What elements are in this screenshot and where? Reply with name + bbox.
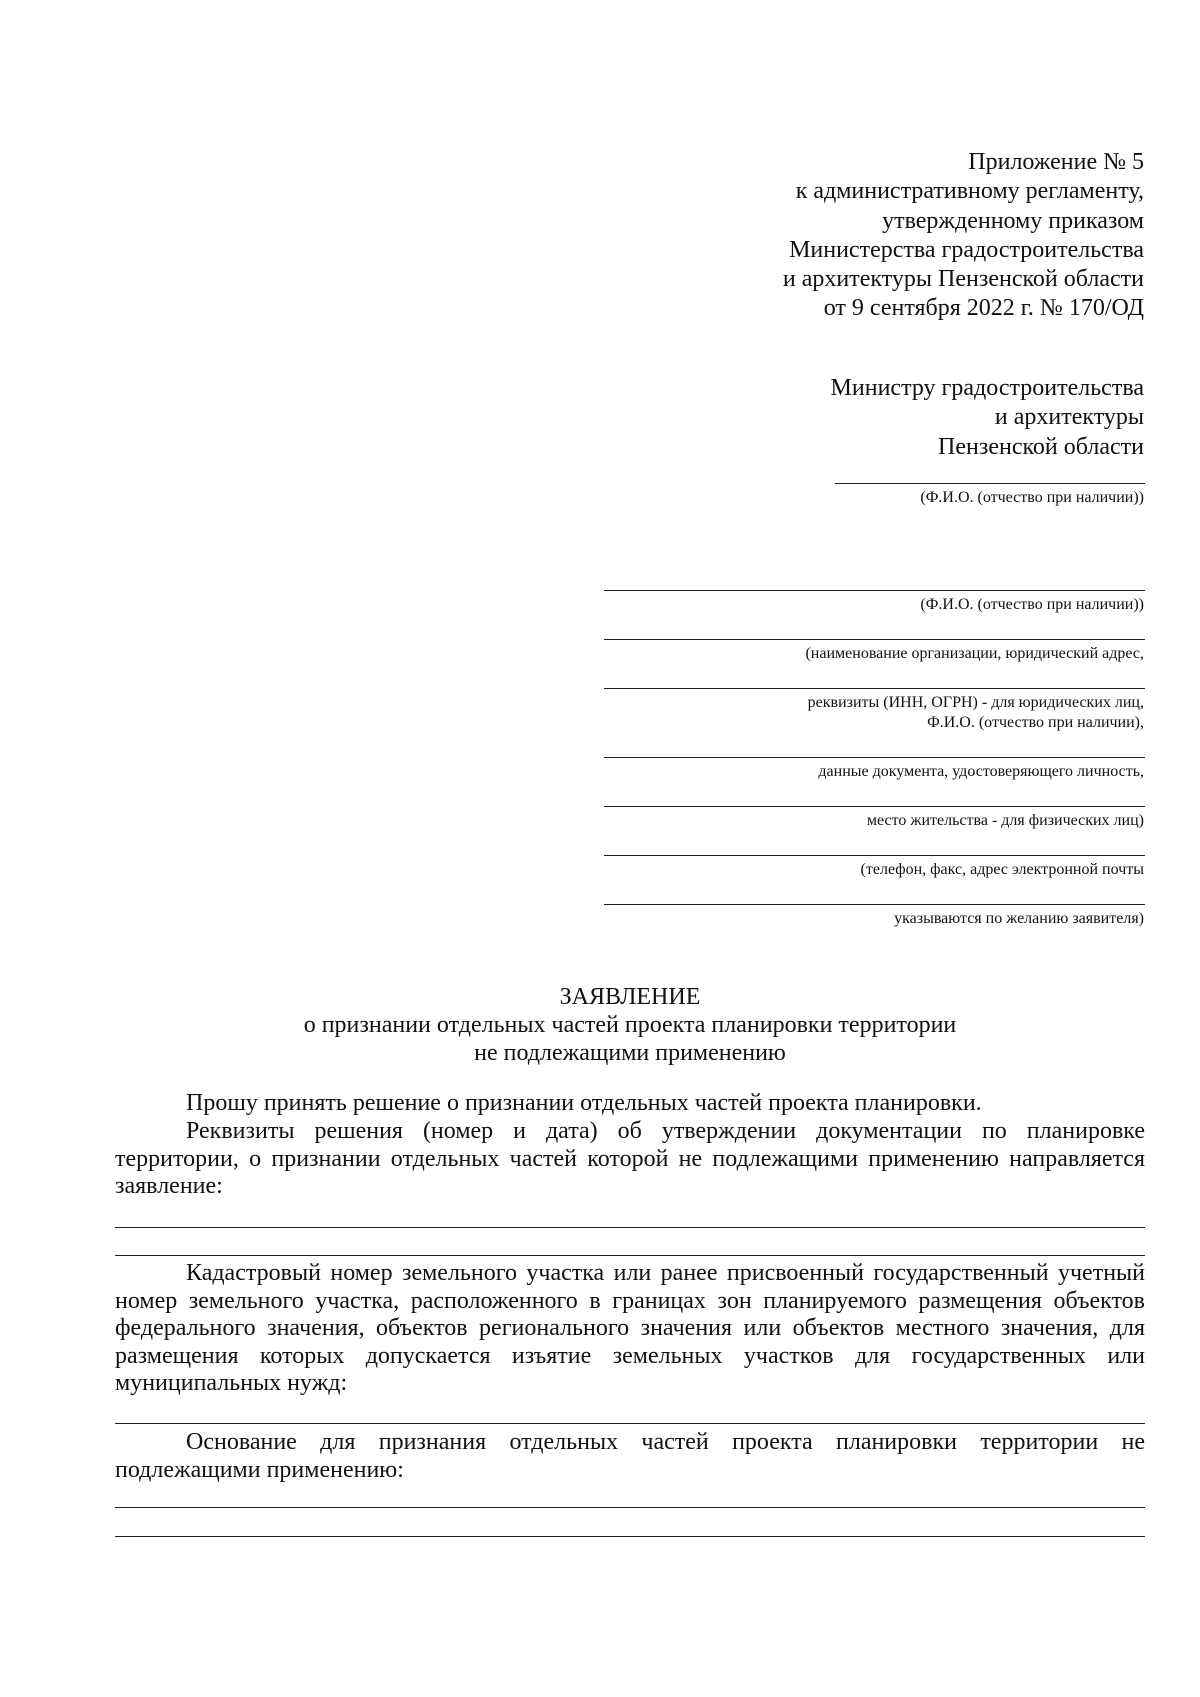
applicant-line-4 [604,757,1145,758]
applicant-line-2 [604,639,1145,640]
appendix-line-4: Министерства градостроительства [789,236,1144,263]
applicant-caption-2: (наименование организации, юридический адрес, [805,645,1144,662]
addressee-line-3: Пензенской области [938,433,1144,460]
applicant-line-6 [604,855,1145,856]
paragraph-requisites [115,1118,1145,1201]
appendix-line-6: от 9 сентября 2022 г. № 170/ОД [823,295,1144,322]
paragraph-request-text: Прошу принять решение о признании отдельных частей проекта планировки. [186,1090,982,1116]
applicant-caption-3: реквизиты (ИНН, ОГРН) - для юридических лиц, [807,694,1144,711]
applicant-caption-6: место жительства - для физических лиц) [866,812,1144,829]
paragraph-requisites-text: Реквизиты решения (номер и дата) об утверждении документации по планировке территории, о признании отдельных частей которой не подлежащими применению направляется заявление: [115,1118,1145,1199]
appendix-line-5: и архитектуры Пензенской области [782,266,1144,293]
minister-name-line [835,483,1145,484]
addressee-line-2: и архитектуры [994,404,1144,431]
applicant-caption-1: (Ф.И.О. (отчество при наличии)) [920,596,1144,613]
basis-fill-line-1 [115,1507,1145,1508]
paragraph-cadastral-text: Кадастровый номер земельного участка или ранее присвоенный государственный учетный номер земельного участка, расположенного в границах зон планируемого размещения объектов федерального значения, объектов регионального значения или объектов местного значения, для размещения которых допускается изъятие земельных участков для государственных или муниципальных нужд: [115,1260,1145,1396]
requisites-fill-line-2 [115,1255,1145,1256]
paragraph-basis [115,1429,1145,1484]
appendix-line-1: Приложение № 5 [968,149,1144,175]
appendix-line-3: утвержденному приказом [882,207,1144,234]
applicant-caption-4: Ф.И.О. (отчество при наличии), [927,714,1144,731]
applicant-line-1 [604,590,1145,591]
requisites-fill-line-1 [115,1227,1145,1228]
paragraph-cadastral [115,1260,1145,1398]
paragraph-basis-text: Основание для признания отдельных частей проекта планировки территории не подлежащими применению: [115,1429,1145,1483]
applicant-line-7 [604,904,1145,905]
applicant-caption-7: (телефон, факс, адрес электронной почты [860,861,1144,878]
cadastral-fill-line [115,1423,1145,1424]
document-subtitle-1: о признании отдельных частей проекта планировки территории [303,1012,957,1038]
appendix-block [783,148,1144,324]
paragraph-request [115,1090,1145,1118]
basis-fill-line-2 [115,1536,1145,1537]
addressee-line-1: Министру градостроительства [830,375,1144,401]
document-subtitle-2: не подлежащими применению [474,1040,786,1066]
document-title: ЗАЯВЛЕНИЕ [559,984,701,1010]
applicant-caption-5: данные документа, удостоверяющего личность, [818,763,1144,780]
applicant-line-3 [604,688,1145,689]
minister-name-caption: (Ф.И.О. (отчество при наличии)) [920,489,1144,506]
appendix-line-2: к административному регламенту, [795,178,1144,205]
addressee-block [831,374,1144,462]
applicant-line-5 [604,806,1145,807]
applicant-caption-8: указываются по желанию заявителя) [894,910,1144,927]
